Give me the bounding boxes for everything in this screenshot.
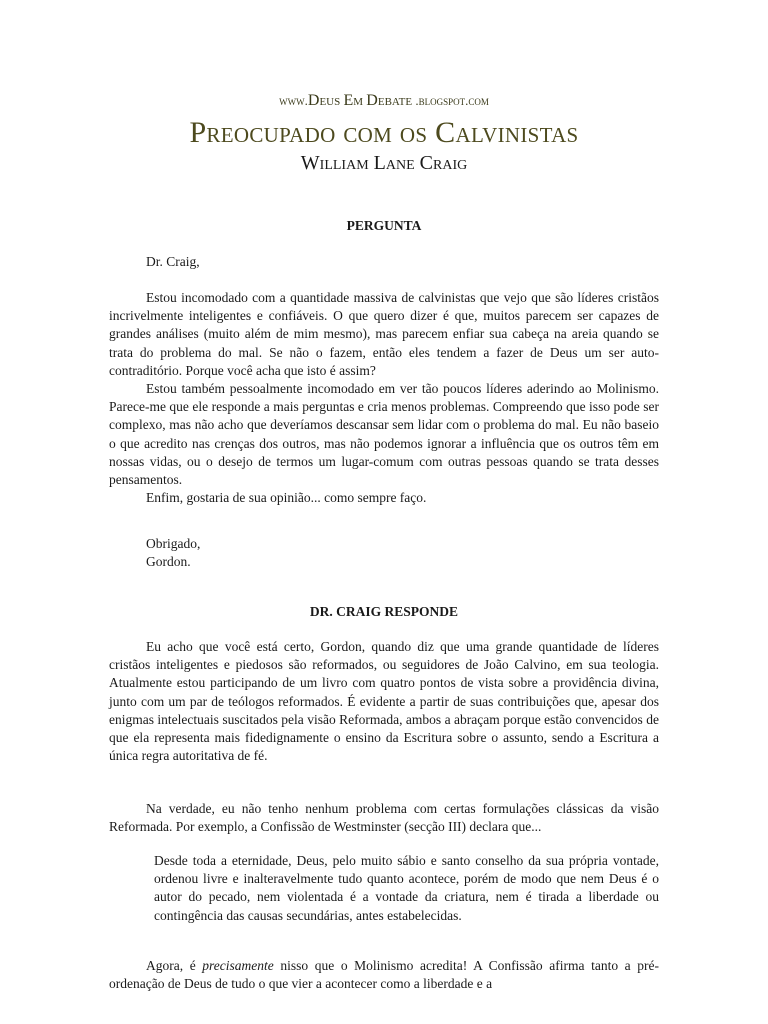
westminster-quote — [154, 852, 659, 925]
question-signoff — [109, 535, 659, 571]
question-heading: PERGUNTA — [346, 218, 422, 233]
site-prefix: www. — [279, 93, 308, 108]
author-first: William — [300, 152, 369, 174]
closing-text: Obrigado, — [146, 536, 201, 551]
last-paragraph-start: Agora, é — [146, 958, 203, 973]
site-name-word-3: Debate — [366, 92, 413, 109]
question-body — [109, 289, 659, 507]
answer-heading: DR. CRAIG RESPONDE — [309, 604, 459, 619]
author-last: Craig — [419, 152, 468, 174]
quote-text: Desde toda a eternidade, Deus, pelo muito sábio e santo conselho da sua própria vontade, ordenou livre e inalteravelmente tudo quanto acontece, porém de modo que nem Deus é o autor do pecado, nem violentada é a vontade da criatura, nem é tirada a liberdade ou contingência das causas secundárias, antes estabelecidas. — [154, 853, 659, 923]
salutation-text: Dr. Craig, — [146, 254, 200, 269]
site-url — [0, 92, 768, 110]
signature-text: Gordon. — [146, 554, 191, 570]
question-paragraph-2: Estou também pessoalmente incomodado em ver tão poucos líderes aderindo ao Molinismo. Parece-me que ele responde a mais perguntas e cria menos problemas. Compreendo que isso pode ser complexo, mas não acho que deveríamos descansar sem lidar com o problema do mal. Eu não baseio o que acredito nas crenças dos outros, mas não podemos ignorar a influência que os outros têm em nossas vidas, ou o desejo de termos um lugar-comum com outras pessoas quando se trata desses pensamentos. — [109, 381, 659, 488]
document-title — [0, 116, 768, 150]
author-middle: Lane — [373, 152, 415, 174]
site-name-word-2: Em — [343, 92, 364, 109]
title-word-2: com os — [343, 116, 428, 149]
emphasis-precisamente: precisamente — [202, 958, 274, 973]
answer-body-2 — [109, 800, 659, 836]
answer-paragraph-3 — [109, 957, 659, 993]
title-word-3: Calvinistas — [435, 116, 579, 149]
question-paragraph-3: Enfim, gostaria de sua opinião... como sempre faço. — [146, 490, 427, 506]
title-word-1: Preocupado — [189, 116, 336, 149]
question-paragraph-1: Estou incomodado com a quantidade massiva de calvinistas que vejo que são líderes cristãos incrivelmente inteligentes e confiáveis. O que quero dizer é que, muitos parecem ser capazes de grandes análises (muito além de mim mesmo), mas parecem enfiar sua cabeça na areia quando se trata do problema do mal. Se não o fazem, então eles tendem a fazer de Deus um ser auto-contraditório. Porque você acha que isto é assim? — [109, 290, 659, 378]
answer-paragraph-2: Na verdade, eu não tenho nenhum problema com certas formulações clássicas da visão Reformada. Por exemplo, a Confissão de Westminster (secção III) declara que... — [109, 801, 659, 835]
document-author — [0, 152, 768, 175]
site-name-word-1: Deus — [307, 92, 341, 109]
answer-body-1 — [109, 638, 659, 765]
answer-body-3 — [109, 957, 659, 993]
last-paragraph-rest: nisso que o Molinismo acredita! A Confissão afirma tanto a pré-ordenação de Deus de tudo o que vier a acontecer como a liberdade e a — [109, 958, 659, 992]
site-suffix: .blogspot.com — [415, 93, 489, 108]
salutation — [109, 253, 659, 271]
answer-paragraph-1: Eu acho que você está certo, Gordon, quando diz que uma grande quantidade de líderes cristãos inteligentes e piedosos são reformados, ou seguidores de João Calvino, em sua teologia. Atualmente estou participando de um livro com quatro pontos de vista sobre a providência divina, junto com um par de teólogos reformados. É evidente a partir de suas contribuições que, apesar dos enigmas intelectuais suscitados pela visão Reformada, ambos a abraçam porque estão convencidos de que ela representa mais fidedignamente o ensino da Escritura sobre o assunto, sendo a Escritura a única regra autoritativa de fé. — [109, 639, 659, 764]
